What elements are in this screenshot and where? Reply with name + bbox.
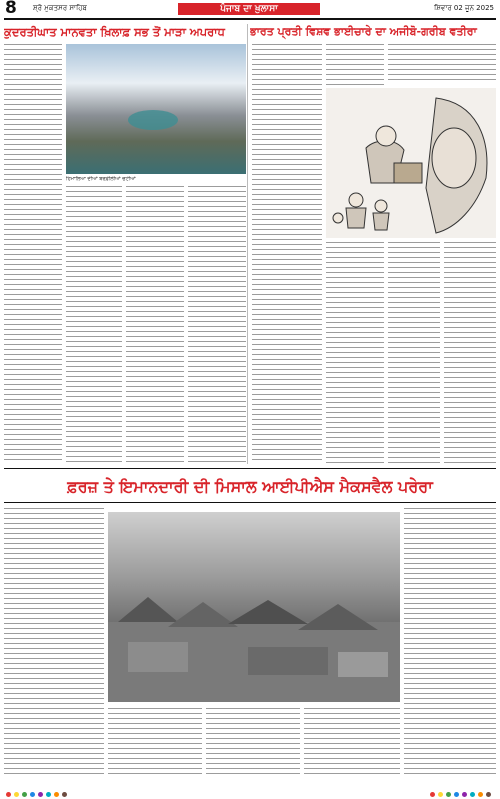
color-dot xyxy=(478,792,483,797)
article-3-column-3b xyxy=(304,708,400,778)
color-dot xyxy=(446,792,451,797)
article-1-column-1 xyxy=(4,44,62,464)
article-2-column-3 xyxy=(388,242,440,464)
color-dot xyxy=(486,792,491,797)
article-2-column-1 xyxy=(252,44,322,464)
article-2-column-2-bottom xyxy=(326,242,384,464)
article-3-column-3a xyxy=(206,708,300,778)
color-dot xyxy=(6,792,11,797)
color-dot xyxy=(14,792,19,797)
page-number: 8 xyxy=(5,0,17,18)
headline-article-1: ਕੁਦਰਤੀਘਾਤ ਮਾਨਵਤਾ ਖ਼ਿਲਾਫ਼ ਸਭ ਤੋਂ ਮਾੜਾ ਅਪਰਾਧ xyxy=(4,25,225,39)
article-2-column-4 xyxy=(444,242,496,464)
section-name: ਸ਼੍ਰੋ ਮੁਕਤਸਰ ਸਾਹਿਬ xyxy=(33,4,87,12)
section-rule xyxy=(4,468,496,469)
cartoon-drawing xyxy=(326,88,496,238)
cartoon-illustration xyxy=(326,88,496,238)
color-dot xyxy=(54,792,59,797)
header-rule xyxy=(4,18,496,20)
mountain-lake-photo xyxy=(66,44,246,174)
color-dot xyxy=(430,792,435,797)
color-dot xyxy=(30,792,35,797)
article-3-column-2 xyxy=(108,708,202,778)
slum-photo-shapes xyxy=(108,512,400,702)
color-dot xyxy=(38,792,43,797)
color-dot xyxy=(62,792,67,797)
newspaper-banner: ਪੰਜਾਬ ਦਾ ਖ਼ੁਲਾਸਾ xyxy=(178,3,320,15)
article-1-column-4 xyxy=(188,186,246,464)
color-dot xyxy=(462,792,467,797)
column-divider xyxy=(247,24,248,464)
headline-article-2: ਭਾਰਤ ਪ੍ਰਤੀ ਵਿਸ਼ਵ ਭਾਈਚਾਰੇ ਦਾ ਅਜੀਬੋ-ਗਰੀਬ ਵਤੀਰਾ xyxy=(250,25,477,38)
slum-photo xyxy=(108,512,400,702)
photo-caption-1: ਹਿਮਾਲਿਆ ਦੀਆਂ ਬਰਫ਼ੀਲੀਆਂ ਚੋਟੀਆਂ xyxy=(66,176,136,182)
article-3-column-4 xyxy=(404,508,496,778)
color-dot xyxy=(438,792,443,797)
issue-date: ਸ਼ਿਵਾਰ 02 ਜੂਨ 2025 xyxy=(434,4,494,12)
article-1-column-2 xyxy=(66,186,122,464)
color-dot xyxy=(22,792,27,797)
page-header xyxy=(0,0,500,17)
color-dot xyxy=(454,792,459,797)
headline-article-3: ਫ਼ਰਜ਼ ਤੇ ਇਮਾਨਦਾਰੀ ਦੀ ਮਿਸਾਲ ਆਈਪੀਐਸ ਮੈਕਸਵੈਲ ਪਰੇਰਾ xyxy=(67,477,433,496)
headline-underline xyxy=(4,502,496,503)
color-dot xyxy=(46,792,51,797)
article-3-column-1 xyxy=(4,508,104,778)
article-2-column-3-top xyxy=(388,44,496,84)
color-registration-bar xyxy=(0,789,500,799)
color-dot xyxy=(470,792,475,797)
article-1-column-3 xyxy=(126,186,184,464)
